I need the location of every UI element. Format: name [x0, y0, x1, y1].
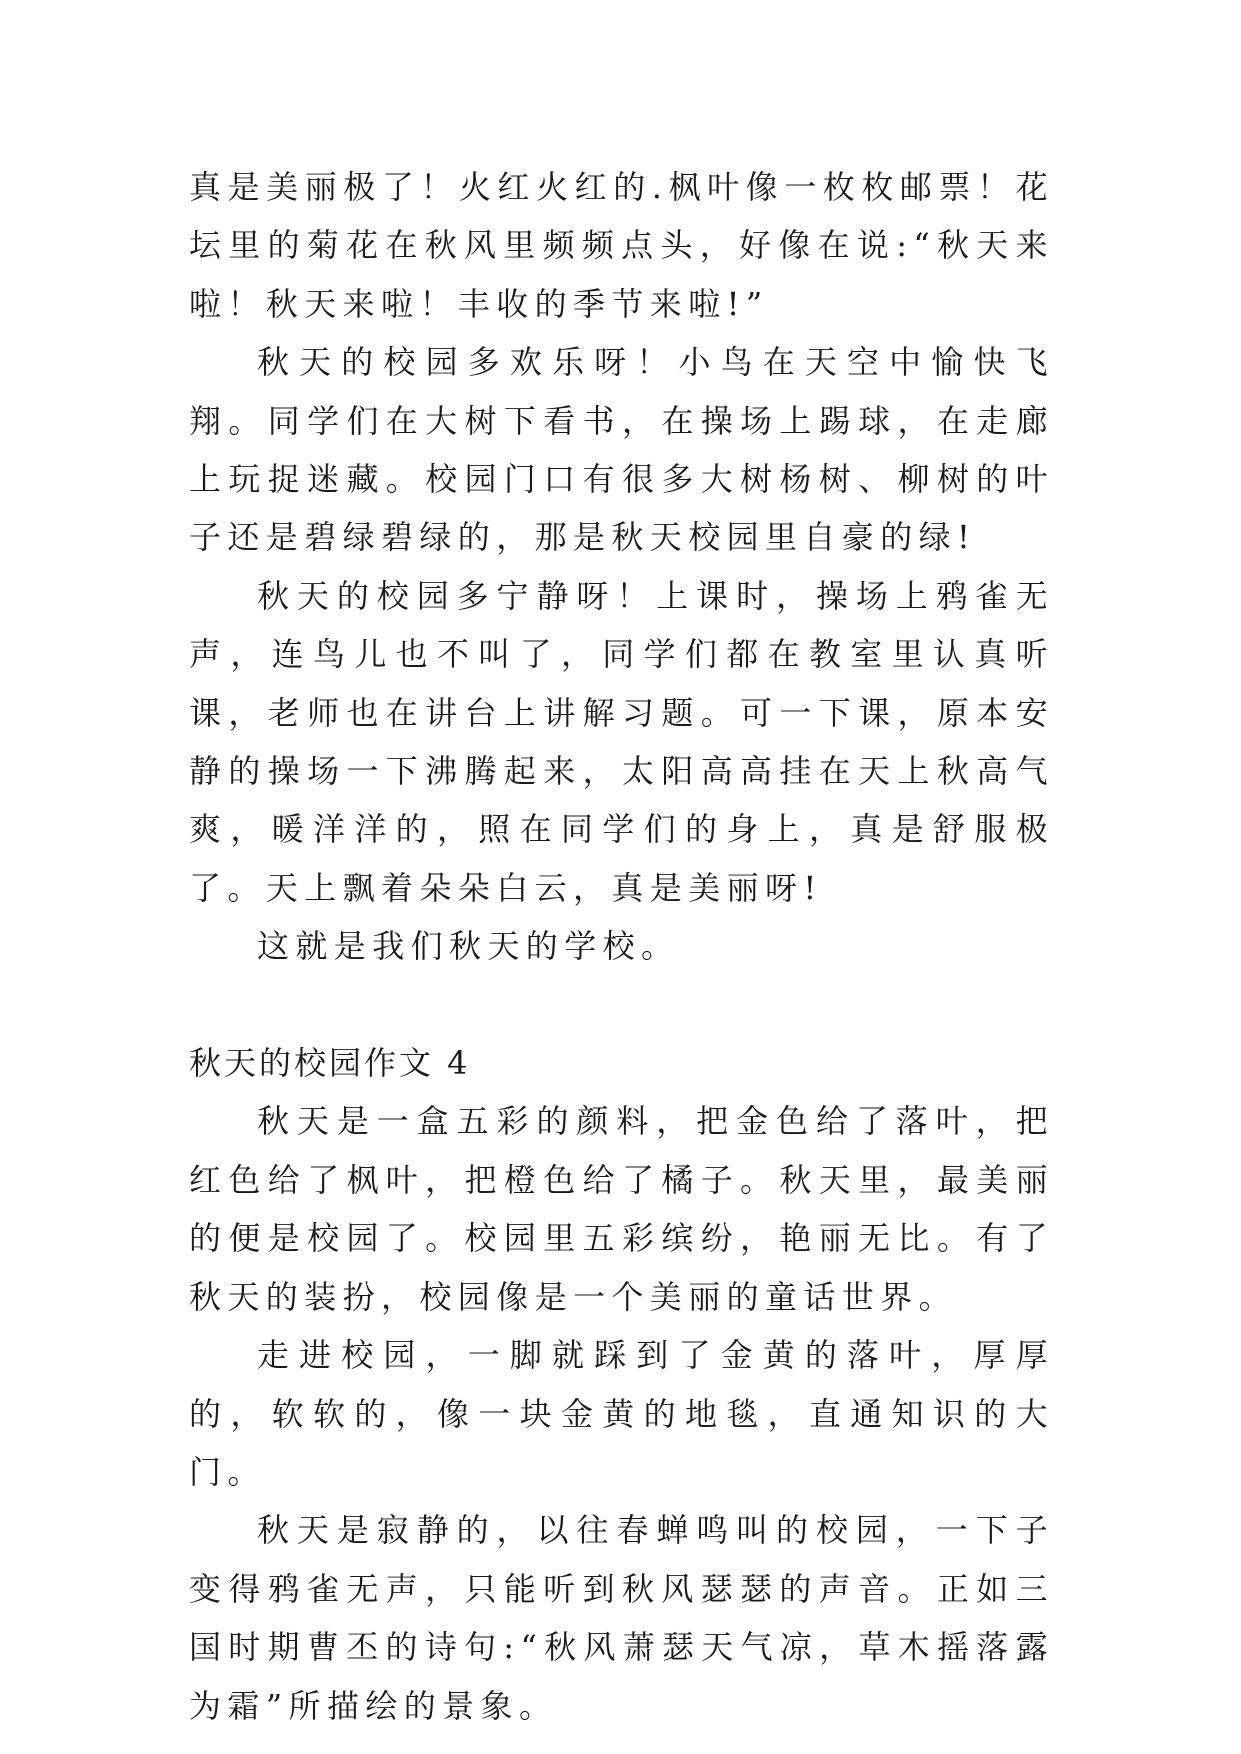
section4-paragraph-1: 秋天是一盒五彩的颜料，把金色给了落叶，把红色给了枫叶，把橙色给了橘子。秋天里，最美丽的便是校园了。校园里五彩缤纷，艳丽无比。有了秋天的装扮，校园像是一个美丽的童话世界。 [189, 1102, 1054, 1316]
section4-paragraph-3: 秋天是寂静的，以往春蝉鸣叫的校园，一下子变得鸦雀无声，只能听到秋风瑟瑟的声音。正如三国时期曹丕的诗句:“秋风萧瑟天气凉，草木摇落露为霜”所描绘的景象。 [189, 1511, 1054, 1725]
continuation-paragraph: 真是美丽极了！火红火红的.枫叶像一枚枚邮票！花坛里的菊花在秋风里频频点头，好像在说:“秋天来啦！秋天来啦！丰收的季节来啦!” [189, 168, 1054, 323]
section4-paragraph-2: 走进校园，一脚就踩到了金黄的落叶，厚厚的，软软的，像一块金黄的地毯，直通知识的大门。 [189, 1336, 1054, 1491]
section-gap [189, 976, 1054, 1034]
document-body [189, 158, 1054, 1735]
section3-paragraph-3: 这就是我们秋天的学校。 [257, 927, 680, 966]
section4-title: 秋天的校园作文 4 [189, 1044, 471, 1083]
section3-paragraph-2: 秋天的校园多宁静呀！上课时，操场上鸦雀无声，连鸟儿也不叫了，同学们都在教室里认真听课，老师也在讲台上讲解习题。可一下课，原本安静的操场一下沸腾起来，太阳高高挂在天上秋高气爽，暖洋洋的，照在同学们的身上，真是舒服极了。天上飘着朵朵白云，真是美丽呀! [189, 576, 1054, 907]
section3-paragraph-1: 秋天的校园多欢乐呀！小鸟在天空中愉快飞翔。同学们在大树下看书，在操场上踢球，在走廊上玩捉迷藏。校园门口有很多大树杨树、柳树的叶子还是碧绿碧绿的，那是秋天校园里自豪的绿! [189, 343, 1054, 557]
